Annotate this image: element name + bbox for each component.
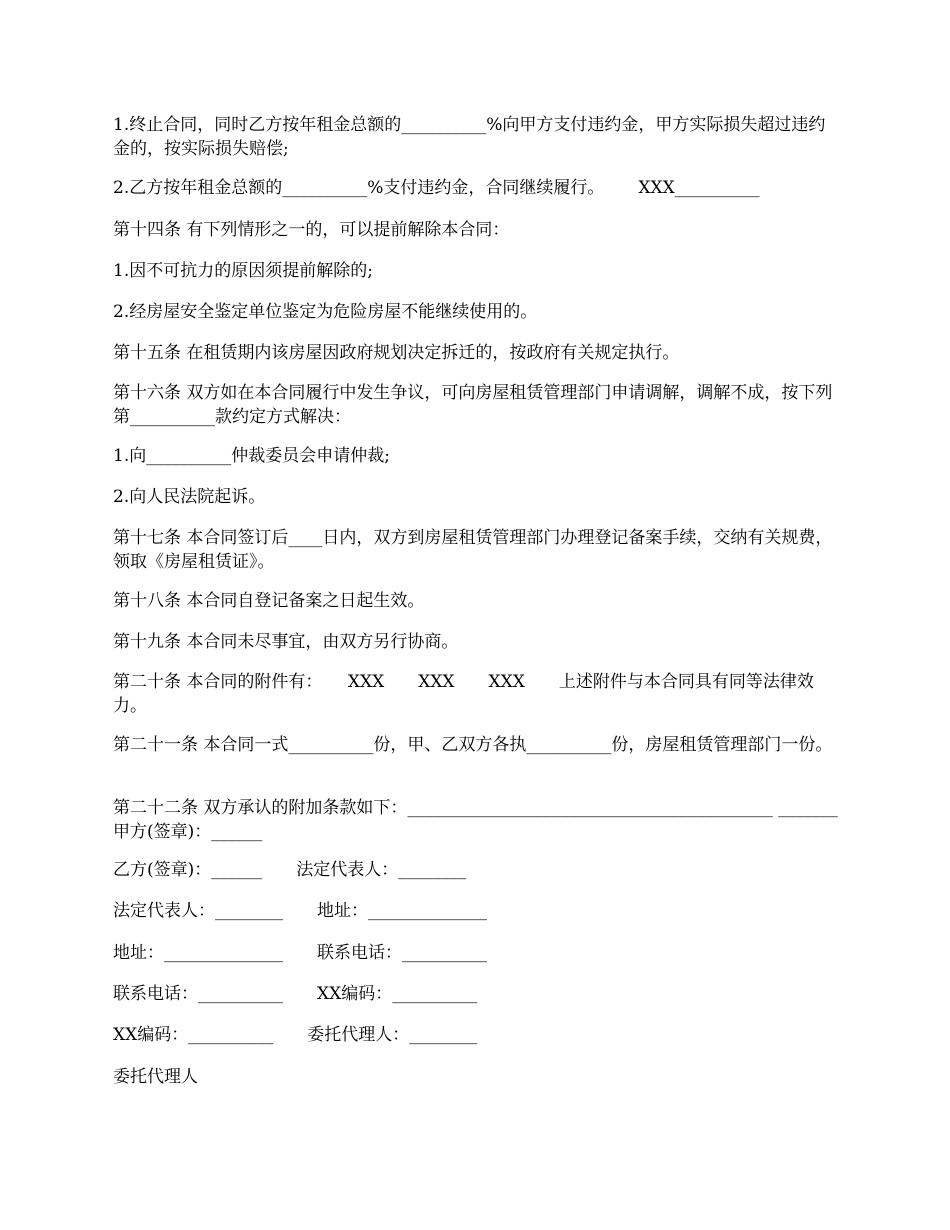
- phone-b: 联系电话：__________: [113, 984, 283, 1004]
- clause-14-heading: 第十四条 有下列情形之一的，可以提前解除本合同：: [113, 220, 510, 240]
- agent-a: 委托代理人：________: [307, 1025, 478, 1045]
- legal-rep-b: 法定代表人：________: [113, 901, 283, 921]
- agent-b: 委托代理人: [113, 1067, 198, 1087]
- phone-a: 联系电话：__________: [317, 943, 487, 963]
- address-b: 地址：______________: [113, 943, 283, 963]
- clause-20: 第二十条 本合同的附件有： XXX XXX XXX 上述附件与本合同具有同等法律效力。: [113, 672, 814, 716]
- postcode-a: XX编码：__________: [317, 984, 478, 1004]
- clause-13-item-2-blank: XXX__________: [638, 178, 760, 198]
- postcode-b: XX编码：__________: [113, 1025, 274, 1045]
- clause-22: 第二十二条 双方承认的附加条款如下：___________________________________________ _______ 甲方(签章)：______: [113, 798, 872, 842]
- signature-row-4: [113, 982, 838, 1006]
- party-b-signature: 乙方(签章)：______: [113, 860, 263, 880]
- clause-17: 第十七条 本合同签订后____日内，双方到房屋租赁管理部门办理登记备案手续，交纳有关规费，领取《房屋租赁证》。: [113, 528, 833, 572]
- signature-row-2: [113, 899, 838, 923]
- clause-21: 第二十一条 本合同一式__________份，甲、乙双方各执__________份，房屋租赁管理部门一份。: [113, 735, 833, 755]
- legal-rep-a: 法定代表人：________: [296, 860, 467, 880]
- clause-16: 第十六条 双方如在本合同履行中发生争议，可向房屋租赁管理部门申请调解，调解不成，按下列第__________款约定方式解决：: [113, 383, 833, 427]
- clause-18: 第十八条 本合同自登记备案之日起生效。: [113, 591, 425, 611]
- signature-row-5: [113, 1023, 838, 1047]
- clause-13-item-2-text: 2.乙方按年租金总额的__________%支付违约金，合同继续履行。: [113, 178, 605, 198]
- clause-16-item-2: 2.向人民法院起诉。: [113, 487, 266, 507]
- clause-14-item-1: 1.因不可抗力的原因须提前解除的;: [113, 261, 373, 281]
- signature-row-1: [113, 858, 838, 882]
- address-a: 地址：______________: [317, 901, 487, 921]
- clause-13-item-1: 1.终止合同，同时乙方按年租金总额的__________%向甲方支付违约金，甲方实际损失超过违约金的，按实际损失赔偿;: [113, 115, 826, 159]
- clause-15: 第十五条 在租赁期内该房屋因政府规划决定拆迁的，按政府有关规定执行。: [113, 343, 680, 363]
- clause-13-item-2: [113, 176, 838, 200]
- clause-16-item-1: 1.向__________仲裁委员会申请仲裁;: [113, 446, 390, 466]
- clause-19: 第十九条 本合同未尽事宜，由双方另行协商。: [113, 632, 459, 652]
- clause-14-item-2: 2.经房屋安全鉴定单位鉴定为危险房屋不能继续使用的。: [113, 302, 538, 322]
- signature-row-3: [113, 941, 838, 965]
